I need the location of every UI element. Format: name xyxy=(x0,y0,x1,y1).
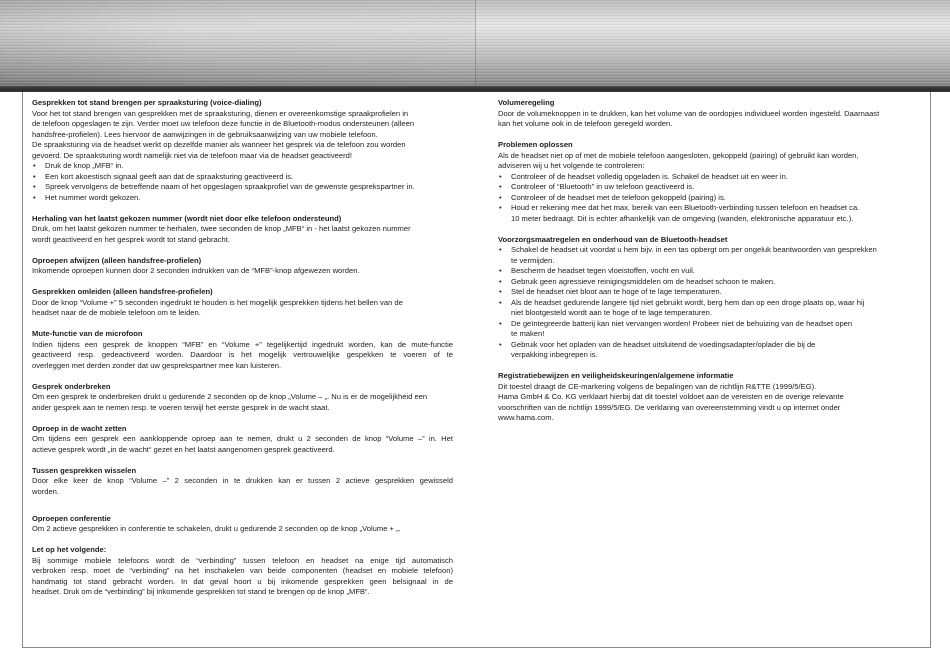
paragraph-line: Bij sommige mobiele telefoons wordt de “verbinding” tussen telefoon en headset na enige tijd automatisch xyxy=(32,555,453,565)
paragraph-line: www.hama.com. xyxy=(498,413,554,422)
section-heading: Gesprek onderbreken xyxy=(32,381,111,391)
bullet-line: Gebruik geen agressieve reinigingsmiddelen om de headset schoon te maken. xyxy=(511,276,776,286)
bullet-list-item xyxy=(32,161,472,172)
section-heading: Oproepen conferentie xyxy=(32,513,111,523)
section-heading: Tussen gesprekken wisselen xyxy=(32,465,137,475)
paragraph-line: adviseren wij u het volgende te controleren: xyxy=(498,161,645,170)
section-heading: Mute-functie van de microfoon xyxy=(32,329,143,338)
section-heading: Gesprekken tot stand brengen per spraaksturing (voice-dialing) xyxy=(32,98,262,107)
bullet-line: 10 meter bedraagt. Dit is echter afhankelijk van de omgeving (wanden, elektronische apparatuur etc.). xyxy=(511,213,854,223)
text-section xyxy=(498,371,925,424)
bullet-icon xyxy=(499,182,502,193)
text-section xyxy=(32,287,472,319)
section-heading: Herhaling van het laatst gekozen nummer (wordt niet door elke telefoon ondersteund) xyxy=(32,213,342,223)
paragraph-line: Als de headset niet op of met de mobiele telefoon aangesloten, gekoppeld (pairing) of gebruikt kan worden, xyxy=(498,150,859,160)
paragraph-line: geactiveerd resp. gedeactiveerd worden. Daardoor is het mogelijk vertrouwelijke gespekken te voeren of te xyxy=(32,350,453,359)
bullet-list-item xyxy=(498,340,925,361)
brushed-metal-header xyxy=(0,0,950,86)
bullet-list-item xyxy=(498,203,925,224)
bullet-list-item xyxy=(498,245,925,266)
paragraph-line: Druk, om het laatst gekozen nummer te herhalen, twee seconden de knop „MFB“ in - het laatst gekozen nummer xyxy=(32,224,411,233)
bullet-line: te maken! xyxy=(511,329,545,338)
paragraph-line: voorschriften van de richtlijn 1999/5/EG. De verklaring van overeenstemming vindt u op internet onder xyxy=(498,402,841,412)
header-panel-left xyxy=(0,0,476,86)
bullet-line: Bescherm de headset tegen vloeistoffen, vocht en vuil. xyxy=(511,266,695,275)
text-section xyxy=(32,382,472,414)
paragraph-line: Om 2 actieve gesprekken in conferentie te schakelen, drukt u gedurende 2 seconden op de knop „Volume + „. xyxy=(32,524,401,533)
paragraph-line: de telefoon opgeslagen te zijn. Verder moet uw telefoon deze functie in de Bluetooth-modus ondersteunen (alleen xyxy=(32,119,415,128)
bullet-list-item xyxy=(498,298,925,319)
bullet-icon xyxy=(499,193,502,204)
paragraph-line: Door de volumeknoppen in te drukken, kan het volume van de oordopjes individueel worden ingesteld. Daarnaast xyxy=(498,108,880,118)
header-panel-right xyxy=(476,0,950,86)
paragraph-line: Door elke keer de knop “Volume –” 2 seconden in te drukken kan er tussen 2 actieve gesprekken gewisseld xyxy=(32,476,453,485)
paragraph-line: overleggen met derden zonder dat uw gesprekspartner mee kan luisteren. xyxy=(32,360,282,370)
bullet-list-item xyxy=(32,193,472,204)
bullet-line: te vermijden. xyxy=(511,255,555,265)
text-section xyxy=(32,98,472,203)
bullet-list-item xyxy=(498,172,925,183)
section-heading: Gesprekken omleiden (alleen handsfree-profielen) xyxy=(32,287,213,296)
bullet-icon xyxy=(499,172,502,183)
bullet-list-item xyxy=(498,277,925,288)
left-column xyxy=(32,98,472,598)
bullet-icon xyxy=(499,203,502,214)
paragraph-line: Dit toestel draagt de CE-markering volgens de bepalingen van de richtlijn R&TTE (1999/5/EG). xyxy=(498,381,817,391)
bullet-icon xyxy=(33,161,36,172)
bullet-icon xyxy=(33,182,36,193)
bullet-list-item xyxy=(498,182,925,193)
text-section xyxy=(32,466,472,498)
paragraph-line: actieve gesprek wordt „in de wacht“ gezet en het laatst aangenomen gesprek geactiveerd. xyxy=(32,444,335,454)
bullet-icon xyxy=(499,340,502,351)
paragraph-line: Hama GmbH & Co. KG verklaart hierbij dat dit toestel voldoet aan de vereisten en de overige relevante xyxy=(498,392,844,401)
bullet-list-item xyxy=(32,172,472,183)
paragraph-line: wordt geactiveerd en het gesprek wordt tot stand gebracht. xyxy=(32,234,230,244)
paragraph-line: Inkomende oproepen kunnen door 2 seconden indrukken van de “MFB”-knop afgewezen worden. xyxy=(32,266,360,275)
bullet-icon xyxy=(499,277,502,288)
section-heading: Oproepen afwijzen (alleen handsfree-profielen) xyxy=(32,255,202,265)
text-section xyxy=(32,545,472,598)
bullet-list-item xyxy=(498,287,925,298)
paragraph-line: Indien tijdens een gesprek de knoppen “MFB” en “Volume +” tegelijkertijd ingedrukt worden, kan de mute-functie xyxy=(32,339,453,349)
text-section xyxy=(498,235,925,361)
bullet-list-item xyxy=(498,193,925,204)
paragraph-line: verbroken resp. moet de “verbinding” na het inschakelen van beide componenten (headset en mobiele telefoon) xyxy=(32,566,453,575)
bullet-line: Controleer of de headset volledig opgeladen is. Schakel de headset uit en weer in. xyxy=(511,171,788,181)
section-heading: Let op het volgende: xyxy=(32,545,107,554)
paragraph-line: handsfree-profielen). Lees hiervoor de aanwijzingen in de gebruiksaanwijzing van uw mobiele telefoon. xyxy=(32,129,378,139)
bullet-list-item xyxy=(32,182,472,193)
bullet-line: Als de headset gedurende langere tijd niet gebruikt wordt, berg hem dan op een droge plaats op, waar hij xyxy=(511,297,865,307)
paragraph-line: handmatig tot stand gebracht worden. In dat geval hoort u bij inkomende gesprekken geen belsignaal in de xyxy=(32,576,453,586)
paragraph-line: De spraaksturing via de headset werkt op dezelfde manier als wanneer het gesprek via de telefoon zou worden xyxy=(32,140,406,149)
bullet-line: Schakel de headset uit voordat u hem bijv. in een tas opbergt om per ongeluk beantwoorden van gesprekken xyxy=(511,245,877,254)
bullet-line: Een kort akoestisch signaal geeft aan dat de spraaksturing geactiveerd is. xyxy=(45,171,294,181)
paragraph-line: headset naar de de mobiele telefoon om te leiden. xyxy=(32,308,201,317)
bullet-list-item xyxy=(498,266,925,277)
text-section xyxy=(32,214,472,246)
bullet-icon xyxy=(499,298,502,309)
right-column xyxy=(498,98,925,424)
bullet-icon xyxy=(499,319,502,330)
bullet-icon xyxy=(33,193,36,204)
section-heading: Volumeregeling xyxy=(498,98,555,107)
bullet-line: Houd er rekening mee dat het max. bereik van een Bluetooth-verbinding tussen telefoon en headset ca. xyxy=(511,203,860,212)
paragraph-line: kan het volume ook in de telefoon geregeld worden. xyxy=(498,119,673,128)
section-heading: Oproep in de wacht zetten xyxy=(32,423,127,433)
bullet-list-item xyxy=(498,319,925,340)
section-heading: Voorzorgsmaatregelen en onderhoud van de Bluetooth-headset xyxy=(498,234,728,244)
text-section xyxy=(32,256,472,277)
bullet-icon xyxy=(499,287,502,298)
bullet-icon xyxy=(33,172,36,183)
paragraph-line: gevoerd. De spraaksturing wordt namelijk niet via de telefoon maar via de headset geactiveerd! xyxy=(32,150,352,160)
bullet-line: Spreek vervolgens de betreffende naam of het opgeslagen spraakprofiel van de gewenste gesprekspartner in. xyxy=(45,182,415,191)
bullet-line: Druk de knop „MFB“ in. xyxy=(45,161,124,170)
paragraph-line: Voor het tot stand brengen van gesprekken met de spraaksturing, dienen er overeenkomstige spraakprofielen in xyxy=(32,108,409,118)
text-section xyxy=(498,98,925,130)
bullet-line: Stel de headset niet bloot aan te hoge of te lage temperaturen. xyxy=(511,287,722,296)
text-section xyxy=(32,514,472,535)
bullet-icon xyxy=(499,245,502,256)
bullet-line: De geïntegreerde batterij kan niet vervangen worden! Probeer niet de behuizing van de headset open xyxy=(511,318,853,328)
paragraph-line: Door de knop “Volume +” 5 seconden ingedrukt te houden is het mogelijk gesprekken tijdens het bellen van de xyxy=(32,297,403,307)
section-heading: Problemen oplossen xyxy=(498,140,573,149)
bullet-line: Gebruik voor het opladen van de headset uitsluitend de voedingsadapter/oplader die bij de xyxy=(511,339,816,349)
text-section xyxy=(32,329,472,371)
bullet-icon xyxy=(499,266,502,277)
section-heading: Registratiebewijzen en veiligheidskeuringen/algemene informatie xyxy=(498,371,734,380)
text-section xyxy=(32,424,472,456)
bullet-line: niet blootgesteld wordt aan te hoge of te lage temperaturen. xyxy=(511,308,712,317)
bullet-line: Controleer of de headset met de telefoon gekoppeld (pairing) is. xyxy=(511,192,726,202)
bullet-line: Controleer of “Bluetooth” in uw telefoon geactiveerd is. xyxy=(511,182,695,191)
text-section xyxy=(498,140,925,224)
bullet-line: verpakking inbegrepen is. xyxy=(511,350,598,359)
paragraph-line: worden. xyxy=(32,486,60,496)
bullet-line: Het nummer wordt gekozen. xyxy=(45,192,141,202)
paragraph-line: Om tijdens een gesprek een aankloppende oproep aan te nemen, drukt u 2 seconden de knop “Volume –” in. Het xyxy=(32,434,453,443)
paragraph-line: Om een gesprek te onderbreken drukt u gedurende 2 seconden op de knop „Volume – „. Nu is er de mogelijkheid een xyxy=(32,392,428,401)
paragraph-line: headset. Druk om de “verbinding” bij inkomende gesprekken tot stand te brengen op de knop „MFB“. xyxy=(32,587,370,596)
paragraph-line: ander gesprek aan te nemen resp. te voeren terwijl het eerste gesprek in de wacht staat. xyxy=(32,402,330,412)
